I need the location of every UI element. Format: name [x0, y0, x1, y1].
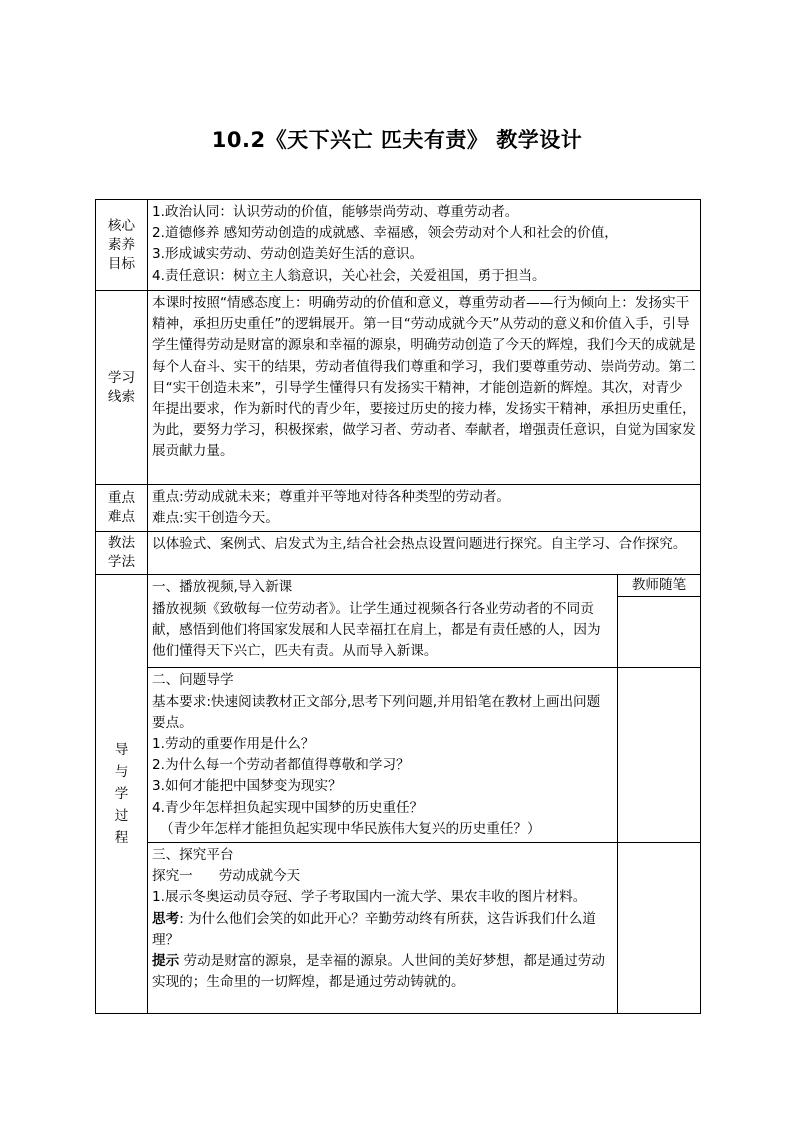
label-line: 难点 [107, 509, 136, 526]
learning-clue-text: 本课时按照“情感态度上：明确劳动的价值和意义，尊重劳动者——行为倾向上：发扬实干精神，承担历史重任”的逻辑展开。第一目“劳动成就今天”从劳动的意义和价值入手，引导学生懂得劳动是财富的源泉和幸福的源泉，明确劳动创造了今天的辉煌，我们今天的成就是每个人奋斗、实干的结果，劳动者值得我们尊重和学习，我们要尊重劳动、崇尚劳动。第二目“实干创造未来”，引导学生懂得只有发扬实干精神，才能创造新的辉煌。其次，对青少年提出要求，作为新时代的青少年，要接过历史的接力棒，发扬实干精神，承担历史重任，为此，要努力学习，积极探索，做学习者、劳动者、奉献者，增强责任意识，自觉为国家发展贡献力量。 [152, 295, 696, 460]
difficult-point: 难点:实干创造今天。 [152, 510, 279, 527]
question-item: 4.青少年怎样担负起实现中国梦的历史重任？ [152, 799, 424, 816]
key-point: 重点:劳动成就未来；尊重并平等地对待各种类型的劳动者。 [152, 489, 511, 505]
label-char: 程 [114, 830, 129, 847]
think-text: : 为什么他们会笑的如此开心？辛勤劳动终有所获，这告诉我们什么道理？ [152, 910, 596, 948]
notes-column-top [618, 575, 701, 668]
process-part1 [148, 575, 618, 668]
method-content [148, 532, 701, 575]
question-note: （青少年怎样才能担负起实现中华民族伟大复兴的历史重任？） [160, 820, 541, 837]
explore-title: 探究一 劳动成就今天 [152, 868, 301, 885]
part1-text: 播放视频《致敬每一位劳动者》。让学生通过视频各行各业劳动者的不同贡献，感悟到他们将国家发展和人民幸福扛在肩上，都是有责任感的人，因为他们懂得天下兴亡，匹夫有责。从而导入新课。 [152, 600, 601, 660]
learning-clue-content [148, 291, 701, 485]
label-char: 过 [114, 808, 129, 825]
page-title: 10.2《天下兴亡 匹夫有责》 教学设计 [211, 128, 583, 152]
label-line: 目标 [107, 255, 136, 272]
question-item: 2.为什么每一个劳动者都值得尊敬和学习？ [152, 757, 410, 774]
teacher-notes-header: 教师随笔 [618, 575, 700, 597]
label-line: 学习 [107, 369, 136, 386]
learning-clue-label [96, 291, 148, 485]
core-literacy-content [148, 200, 701, 291]
key-points-row [96, 485, 701, 532]
core-item: 1.政治认同：认识劳动的价值，能够崇尚劳动、尊重劳动者。 [152, 204, 519, 220]
explore-material: 1.展示冬奥运动员夺冠、学子考取国内一流大学、果农丰收的图片材料。 [152, 889, 587, 906]
label-char: 学 [114, 786, 129, 803]
label-char: 导 [114, 742, 129, 759]
label-line: 线索 [107, 388, 136, 405]
process-part3 [148, 843, 618, 1014]
think-label: 思考 [152, 910, 180, 927]
process-row-3 [96, 843, 701, 1014]
part2-heading: 二、问题导学 [152, 672, 234, 689]
part1-heading: 一、播放视频,导入新课 [152, 579, 293, 596]
method-label [96, 532, 148, 575]
core-item: 4.责任意识：树立主人翁意识，关心社会，关爱祖国，勇于担当。 [152, 267, 546, 284]
core-item: 2.道德修养 感知劳动创造的成就感、幸福感，领会劳动对个人和社会的价值， [152, 225, 618, 242]
label-line: 教法 [107, 535, 136, 552]
lesson-plan-table [95, 199, 701, 1014]
question-item: 3.如何才能把中国梦变为现实？ [152, 778, 342, 795]
hint-paragraph [152, 951, 613, 993]
notes-column-mid [618, 668, 701, 843]
question-item: 1.劳动的重要作用是什么？ [152, 736, 315, 753]
method-text: 以体验式、案例式、启发式为主,结合社会热点设置问题进行探究。自主学习、合作探究。 [152, 536, 687, 553]
part2-requirement: 基本要求:快速阅读教材正文部分,思考下列问题,并用铅笔在教材上画出问题要点。 [152, 693, 601, 731]
learning-clue-row [96, 291, 701, 485]
method-row [96, 532, 701, 575]
label-line: 核心 [107, 217, 136, 234]
think-paragraph [152, 909, 613, 951]
part3-heading: 三、探究平台 [152, 847, 234, 864]
hint-label: 提示 [152, 953, 180, 970]
process-row-1 [96, 575, 701, 668]
process-row-2 [96, 668, 701, 843]
key-points-label [96, 485, 148, 532]
core-literacy-row [96, 200, 701, 291]
label-line: 重点 [107, 490, 136, 507]
key-points-content [148, 485, 701, 532]
label-char: 与 [114, 764, 129, 781]
core-item: 3.形成诚实劳动、劳动创造美好生活的意识。 [152, 246, 424, 263]
hint-text: 劳动是财富的源泉，是幸福的源泉。人世间的美好梦想，都是通过劳动实现的；生命里的一切辉煌，都是通过劳动铸就的。 [152, 953, 605, 991]
core-literacy-label [96, 200, 148, 291]
process-part2 [148, 668, 618, 843]
notes-column-bottom [618, 843, 701, 1014]
process-label [96, 575, 148, 1014]
label-line: 素养 [107, 236, 136, 253]
label-line: 学法 [107, 554, 136, 571]
